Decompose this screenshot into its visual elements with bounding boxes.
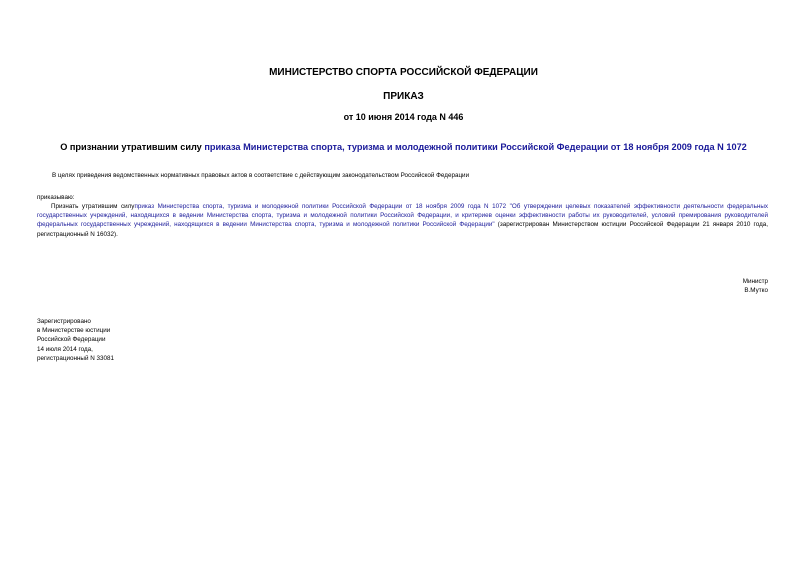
registration-line: в Министерстве юстиции: [37, 327, 111, 335]
prikazyvayu-label: приказываю:: [37, 194, 75, 201]
date-number-heading: от 10 июня 2014 года N 446: [343, 112, 464, 122]
ministry-heading: МИНИСТЕРСТВО СПОРТА РОССИЙСКОЙ ФЕДЕРАЦИИ: [269, 67, 538, 78]
signature-name: В.Мутко: [744, 287, 768, 295]
main-paragraph: [37, 202, 768, 239]
registration-block: [37, 317, 114, 363]
title-link[interactable]: приказа Министерства спорта, туризма и молодежной политики Российской Федерации от 18 ноября 2009 года N 1072: [204, 142, 747, 152]
signature-position: Министр: [742, 278, 768, 285]
signature-block: [743, 277, 768, 295]
doc-type-heading: ПРИКАЗ: [383, 91, 424, 102]
registration-line: Российской Федерации: [37, 336, 106, 344]
registration-line: Зарегистрировано: [37, 318, 91, 325]
para-link[interactable]: приказ Министерства спорта, туризма и молодежной политики Российской Федерации от 18 ноября 2009 года N 1072 "Об утверждении целевых показателей эффективности деятельности федеральных государственных учреждений, находящихся в ведении Министерства спорта, туризма и молодежной политики Российской Федерации, и критериев оценки эффективности работы их руководителей, условий премирования руководителей федеральных государственных учреждений, находящихся в ведении Министерства спорта, туризма и молодежной политики Российской Федерации": [37, 203, 768, 229]
document-title: [0, 142, 807, 152]
para-prefix: Признать утратившим силу: [51, 203, 135, 210]
title-prefix: О признании утратившим силу: [60, 142, 205, 152]
registration-line: 14 июля 2014 года,: [37, 345, 93, 353]
para-suffix: (зарегистрирован Министерством юстиции Российской Федерации 21 января 2010 года, регистрационный N 16032).: [37, 221, 769, 238]
registration-line: регистрационный N 33081: [37, 354, 115, 362]
preamble-text: В целях приведения ведомственных нормативных правовых актов в соответствие с действующим законодательством Российской Федерации: [52, 172, 470, 179]
